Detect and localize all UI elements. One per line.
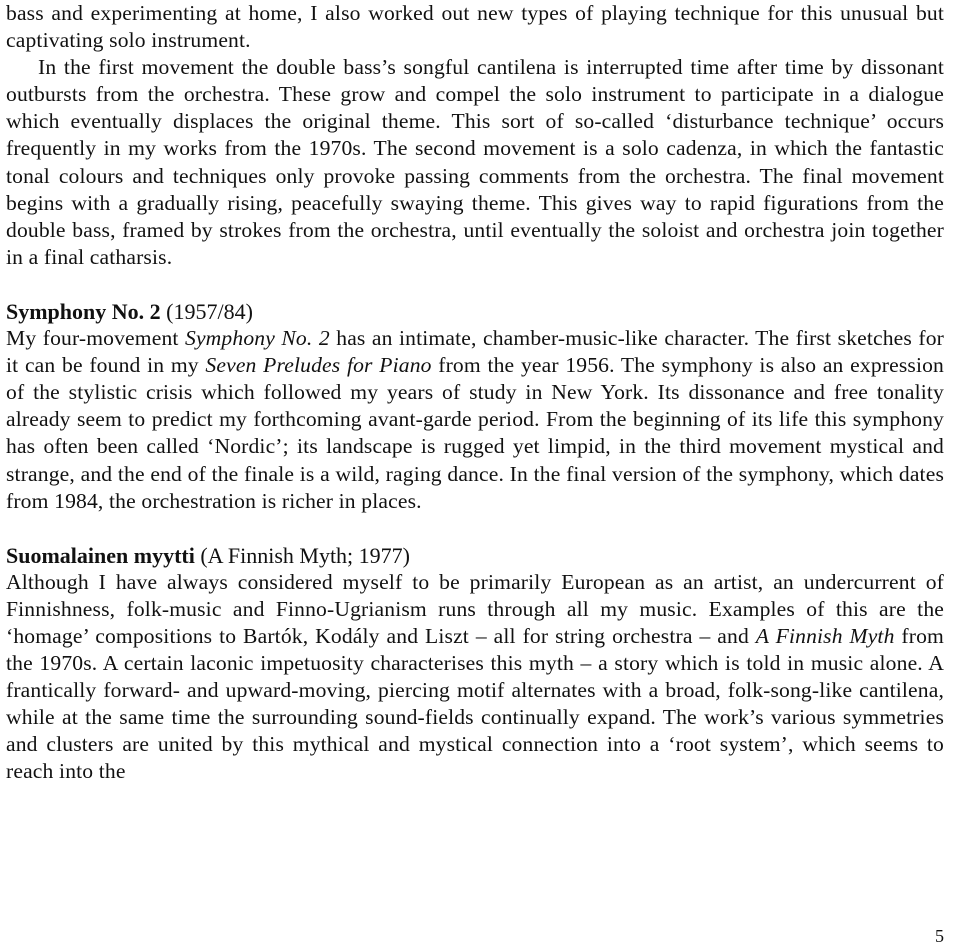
intro-paragraph-continued: bass and experimenting at home, I also worked out new types of playing technique for this unusual but captivating solo instrument. — [6, 1, 944, 53]
section-title-myth: Suomalainen myytti — [6, 542, 195, 568]
section-heading-symphony — [6, 298, 944, 325]
myth-paragraph — [6, 569, 944, 786]
document-page — [6, 0, 944, 786]
myth-text-2: from the 1970s. A certain laconic impetuosity characterises this myth – a story which is told in music alone. A frantically forward- and upward-moving, piercing motif alternates with a broad, folk-song-like cantilena, while at the same time the surrounding sound-fields continually expand. The work’s various symmetries and clusters are united by this mythical and mystical connection into a ‘root system’, which seems to reach into the — [6, 623, 944, 784]
intro-paragraph: In the first movement the double bass’s songful cantilena is interrupted time after time by dissonant outbursts from the orchestra. These grow and compel the solo instrument to participate in a dialogue which eventually displaces the original theme. This sort of so-called ‘disturbance technique’ occurs frequently in my works from the 1970s. The second movement is a solo cadenza, in which the fantastic tonal colours and techniques only provoke passing comments from the orchestra. The final movement begins with a gradually rising, peacefully swaying theme. This gives way to rapid figurations from the double bass, framed by strokes from the orchestra, until eventually the soloist and orchestra join together in a final catharsis. — [6, 55, 944, 269]
page-number: 5 — [935, 926, 944, 946]
symphony-text-3: from the year 1956. The symphony is also an expression of the stylistic crisis which followed my years of study in New York. Its dissonance and free tonality already seem to predict my forthcoming avant-garde period. From the beginning of its life this symphony has often been called ‘Nordic’; its landscape is rugged yet limpid, in the third movement mystical and strange, and the end of the finale is a wild, raging dance. In the final version of the symphony, which dates from 1984, the orchestration is richer in places. — [6, 353, 944, 513]
symphony-paragraph — [6, 325, 944, 515]
section-spacer — [6, 515, 944, 542]
section-title-symphony: Symphony No. 2 — [6, 298, 161, 324]
symphony-text-2: has an intimate, chamber-music-like character. The first sketches for it can be found in my — [6, 326, 944, 378]
symphony-preludes-title: Seven Preludes for Piano — [205, 353, 432, 378]
symphony-text-1: My four-movement — [6, 326, 185, 351]
myth-work-title: A Finnish Myth — [755, 623, 895, 648]
section-spacer — [6, 271, 944, 298]
section-subtitle-myth: (A Finnish Myth; 1977) — [200, 542, 410, 568]
symphony-work-title: Symphony No. 2 — [185, 326, 330, 351]
myth-text-1: Although I have always considered myself to be primarily European as an artist, an undercurrent of Finnishness, folk-music and Finno-Ugrianism runs through all my music. Examples of this are the ‘homage’ compositions to Bartók, Kodály and Liszt – all for string orchestra – and — [6, 569, 944, 648]
section-subtitle-symphony: (1957/84) — [166, 298, 253, 324]
section-heading-myth — [6, 542, 944, 569]
